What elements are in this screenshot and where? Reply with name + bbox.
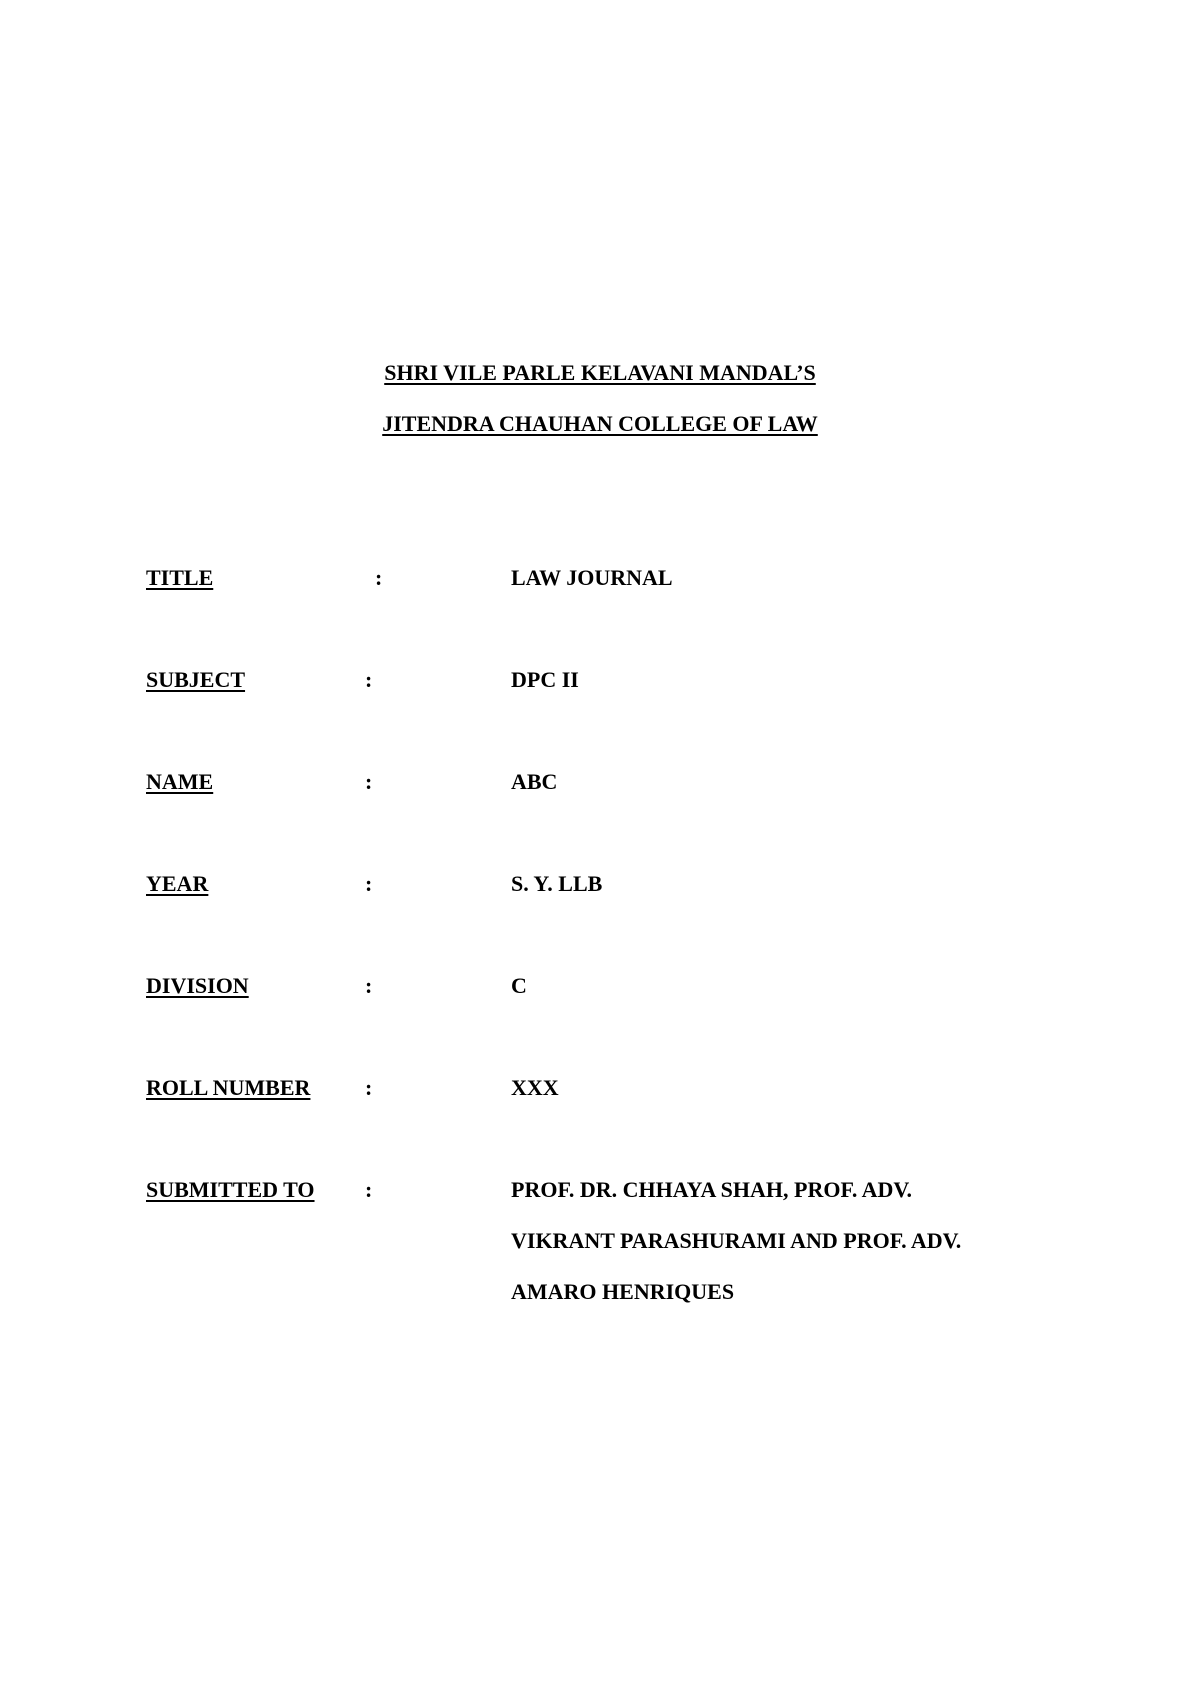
submitted-to-line: VIKRANT PARASHURAMI AND PROF. ADV. xyxy=(511,1228,962,1253)
field-separator: : xyxy=(365,1075,373,1100)
field-label: TITLE xyxy=(146,565,214,590)
field-label: SUBMITTED TO xyxy=(146,1177,315,1202)
field-value: C xyxy=(511,973,527,998)
field-label: ROLL NUMBER xyxy=(146,1075,311,1100)
field-label: YEAR xyxy=(146,871,209,896)
submitted-to-line: AMARO HENRIQUES xyxy=(511,1279,735,1304)
field-separator: : xyxy=(365,769,373,794)
field-separator: : xyxy=(365,973,373,998)
field-value: XXX xyxy=(511,1075,559,1100)
field-label: NAME xyxy=(146,769,214,794)
field-separator: : xyxy=(375,565,383,590)
college-name: JITENDRA CHAUHAN COLLEGE OF LAW xyxy=(382,411,818,436)
field-separator: : xyxy=(365,871,373,896)
field-value: ABC xyxy=(511,769,558,794)
field-label: SUBJECT xyxy=(146,667,246,692)
field-separator: : xyxy=(365,1177,373,1202)
field-value: DPC II xyxy=(511,667,579,692)
field-separator: : xyxy=(365,667,373,692)
field-value xyxy=(511,1177,1051,1330)
field-value: LAW JOURNAL xyxy=(511,565,673,590)
field-value: S. Y. LLB xyxy=(511,871,603,896)
submitted-to-line: PROF. DR. CHHAYA SHAH, PROF. ADV. xyxy=(511,1177,912,1202)
institution-name: SHRI VILE PARLE KELAVANI MANDAL’S xyxy=(384,360,816,385)
field-label: DIVISION xyxy=(146,973,249,998)
